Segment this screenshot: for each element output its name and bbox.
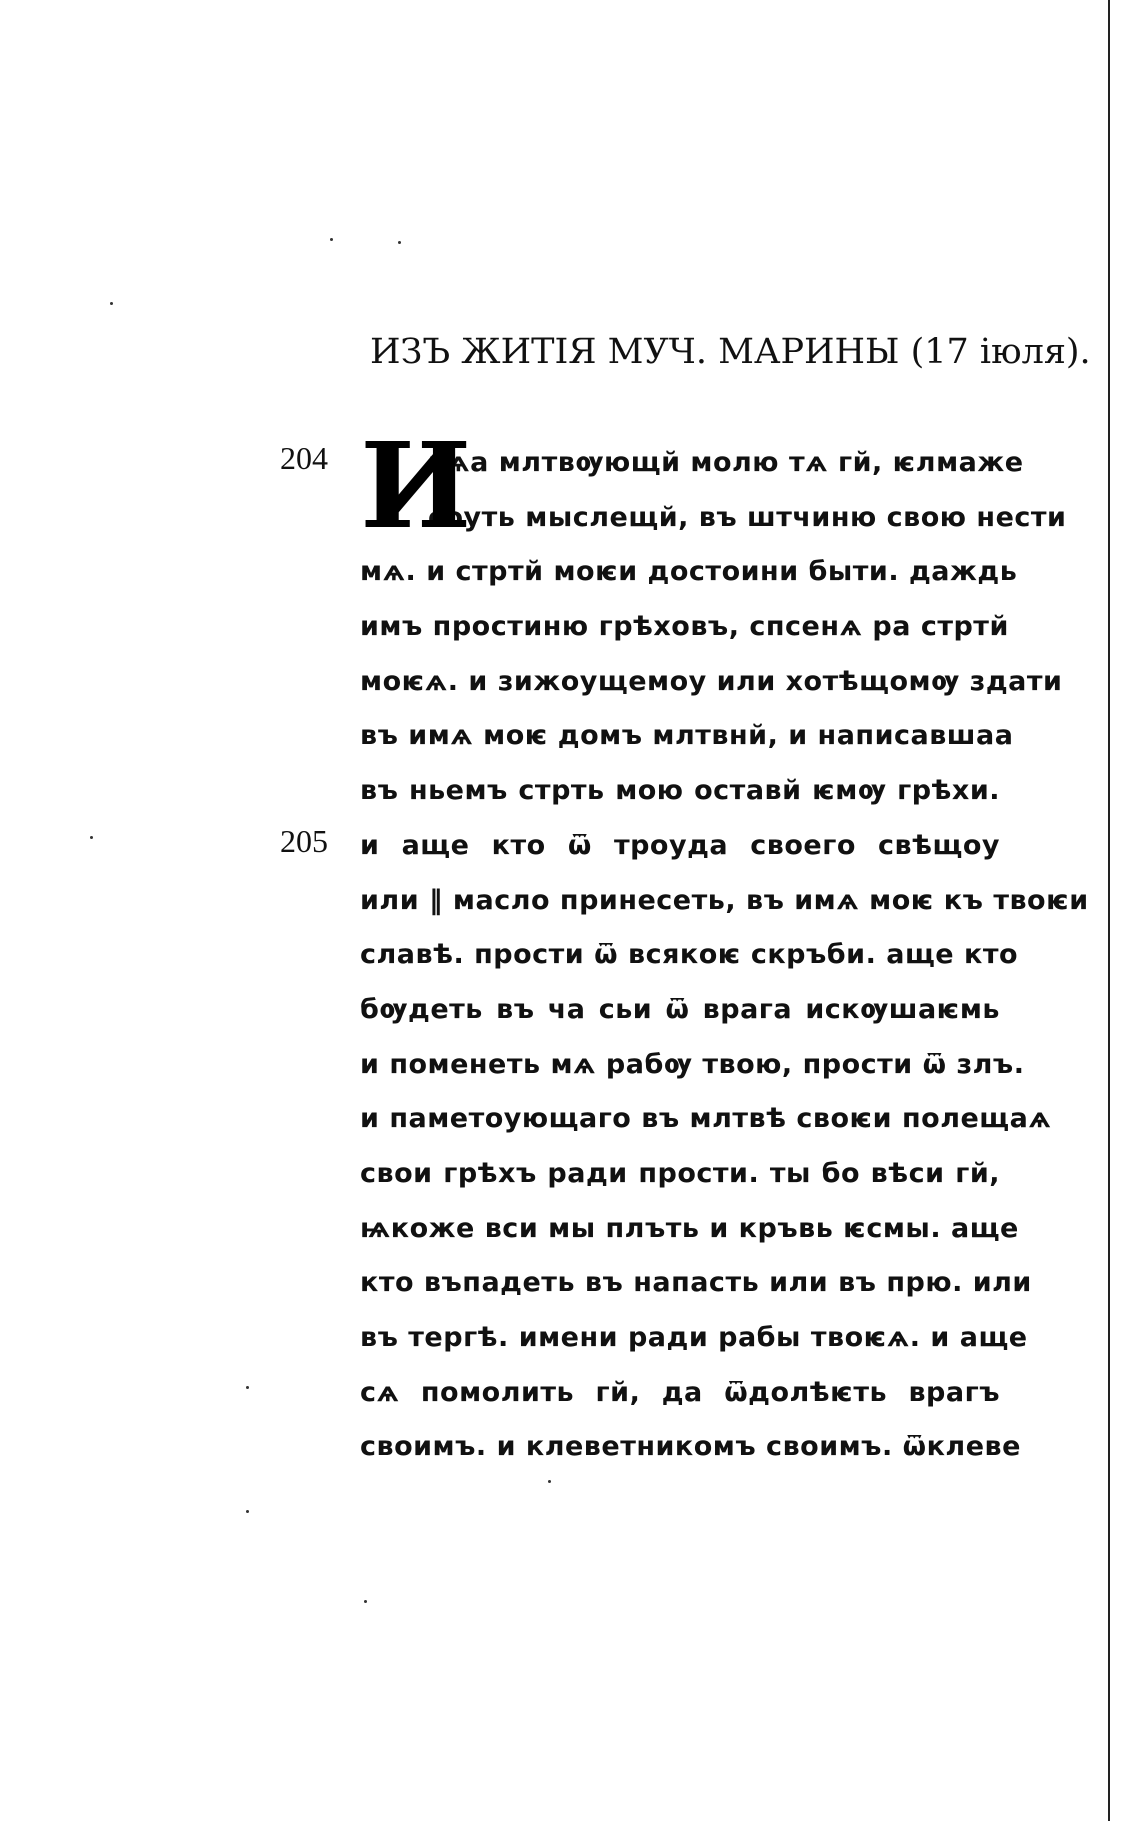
margin-number: 205 — [280, 823, 328, 859]
text-line: въ ньемъ стрть мою оставй ѥмѹ грѣхи. — [360, 775, 1000, 807]
text-line: ѩкоже вси мы плъть и кръвь ѥсмы. аще — [360, 1212, 1019, 1244]
speck — [110, 302, 113, 305]
text-line: свои грѣхъ ради прости. ты бо вѣси гй, — [360, 1157, 1000, 1189]
text-line: имъ простиню грѣховъ, спсенѧ ра стртй — [360, 611, 1009, 643]
margin-number: 204 — [280, 440, 328, 476]
text-line: нѧа млтвѹющй молю тѧ гй, ѥлмаже — [428, 447, 1024, 478]
text-line: и паметоующаго въ млтвѣ своѥи полещаѧ — [360, 1103, 1052, 1135]
text-line: и аще кто ѿ троуда своего свѣщоу — [360, 829, 1000, 861]
text-line: кто въпадеть въ напасть или въ прю. или — [360, 1267, 1032, 1299]
drop-cap-initial: И — [360, 416, 472, 555]
speck — [364, 1600, 367, 1603]
text-line: или ‖ масло принесеть, въ имѧ моѥ къ твоѥи — [360, 884, 1089, 916]
text-line: славѣ. прости ѿ всякоѥ скръби. аще кто — [360, 939, 1019, 971]
speck — [548, 1480, 551, 1483]
speck — [398, 241, 401, 244]
text-line: бѹдеть въ ча сьи ѿ врага искѹшаѥмь — [360, 993, 1000, 1025]
speck — [246, 1386, 249, 1389]
text-line: мѧ. и стртй моѥи достоини быти. даждь — [360, 556, 1018, 588]
speck — [246, 1510, 249, 1513]
speck — [330, 238, 333, 241]
text-line: въ имѧ моѥ домъ млтвнй, и написавшаа — [360, 720, 1014, 752]
text-body — [360, 416, 1089, 1475]
text-line: своимъ. и клеветникомъ своимъ. ѿклеве — [360, 1431, 1021, 1463]
text-line: и поменеть мѧ рабѹ твою, прости ѿ злъ. — [360, 1048, 1025, 1080]
page-edge — [1108, 0, 1110, 1821]
text-line: соуть мыслещй, въ штчиню свою нести — [428, 501, 1067, 533]
page-title: ИЗЪ ЖИТІЯ МУЧ. МАРИНЫ (17 іюля). — [370, 332, 1091, 372]
text-line: въ тергѣ. имени ради рабы твоѥѧ. и аще — [360, 1322, 1028, 1353]
speck — [90, 836, 93, 839]
text-line: моѥѧ. и зижоущемоу или хотѣщомѹ здати — [360, 665, 1063, 697]
text-line: сѧ помолить гй, да ѿдолѣѥть врагъ — [360, 1376, 1000, 1408]
